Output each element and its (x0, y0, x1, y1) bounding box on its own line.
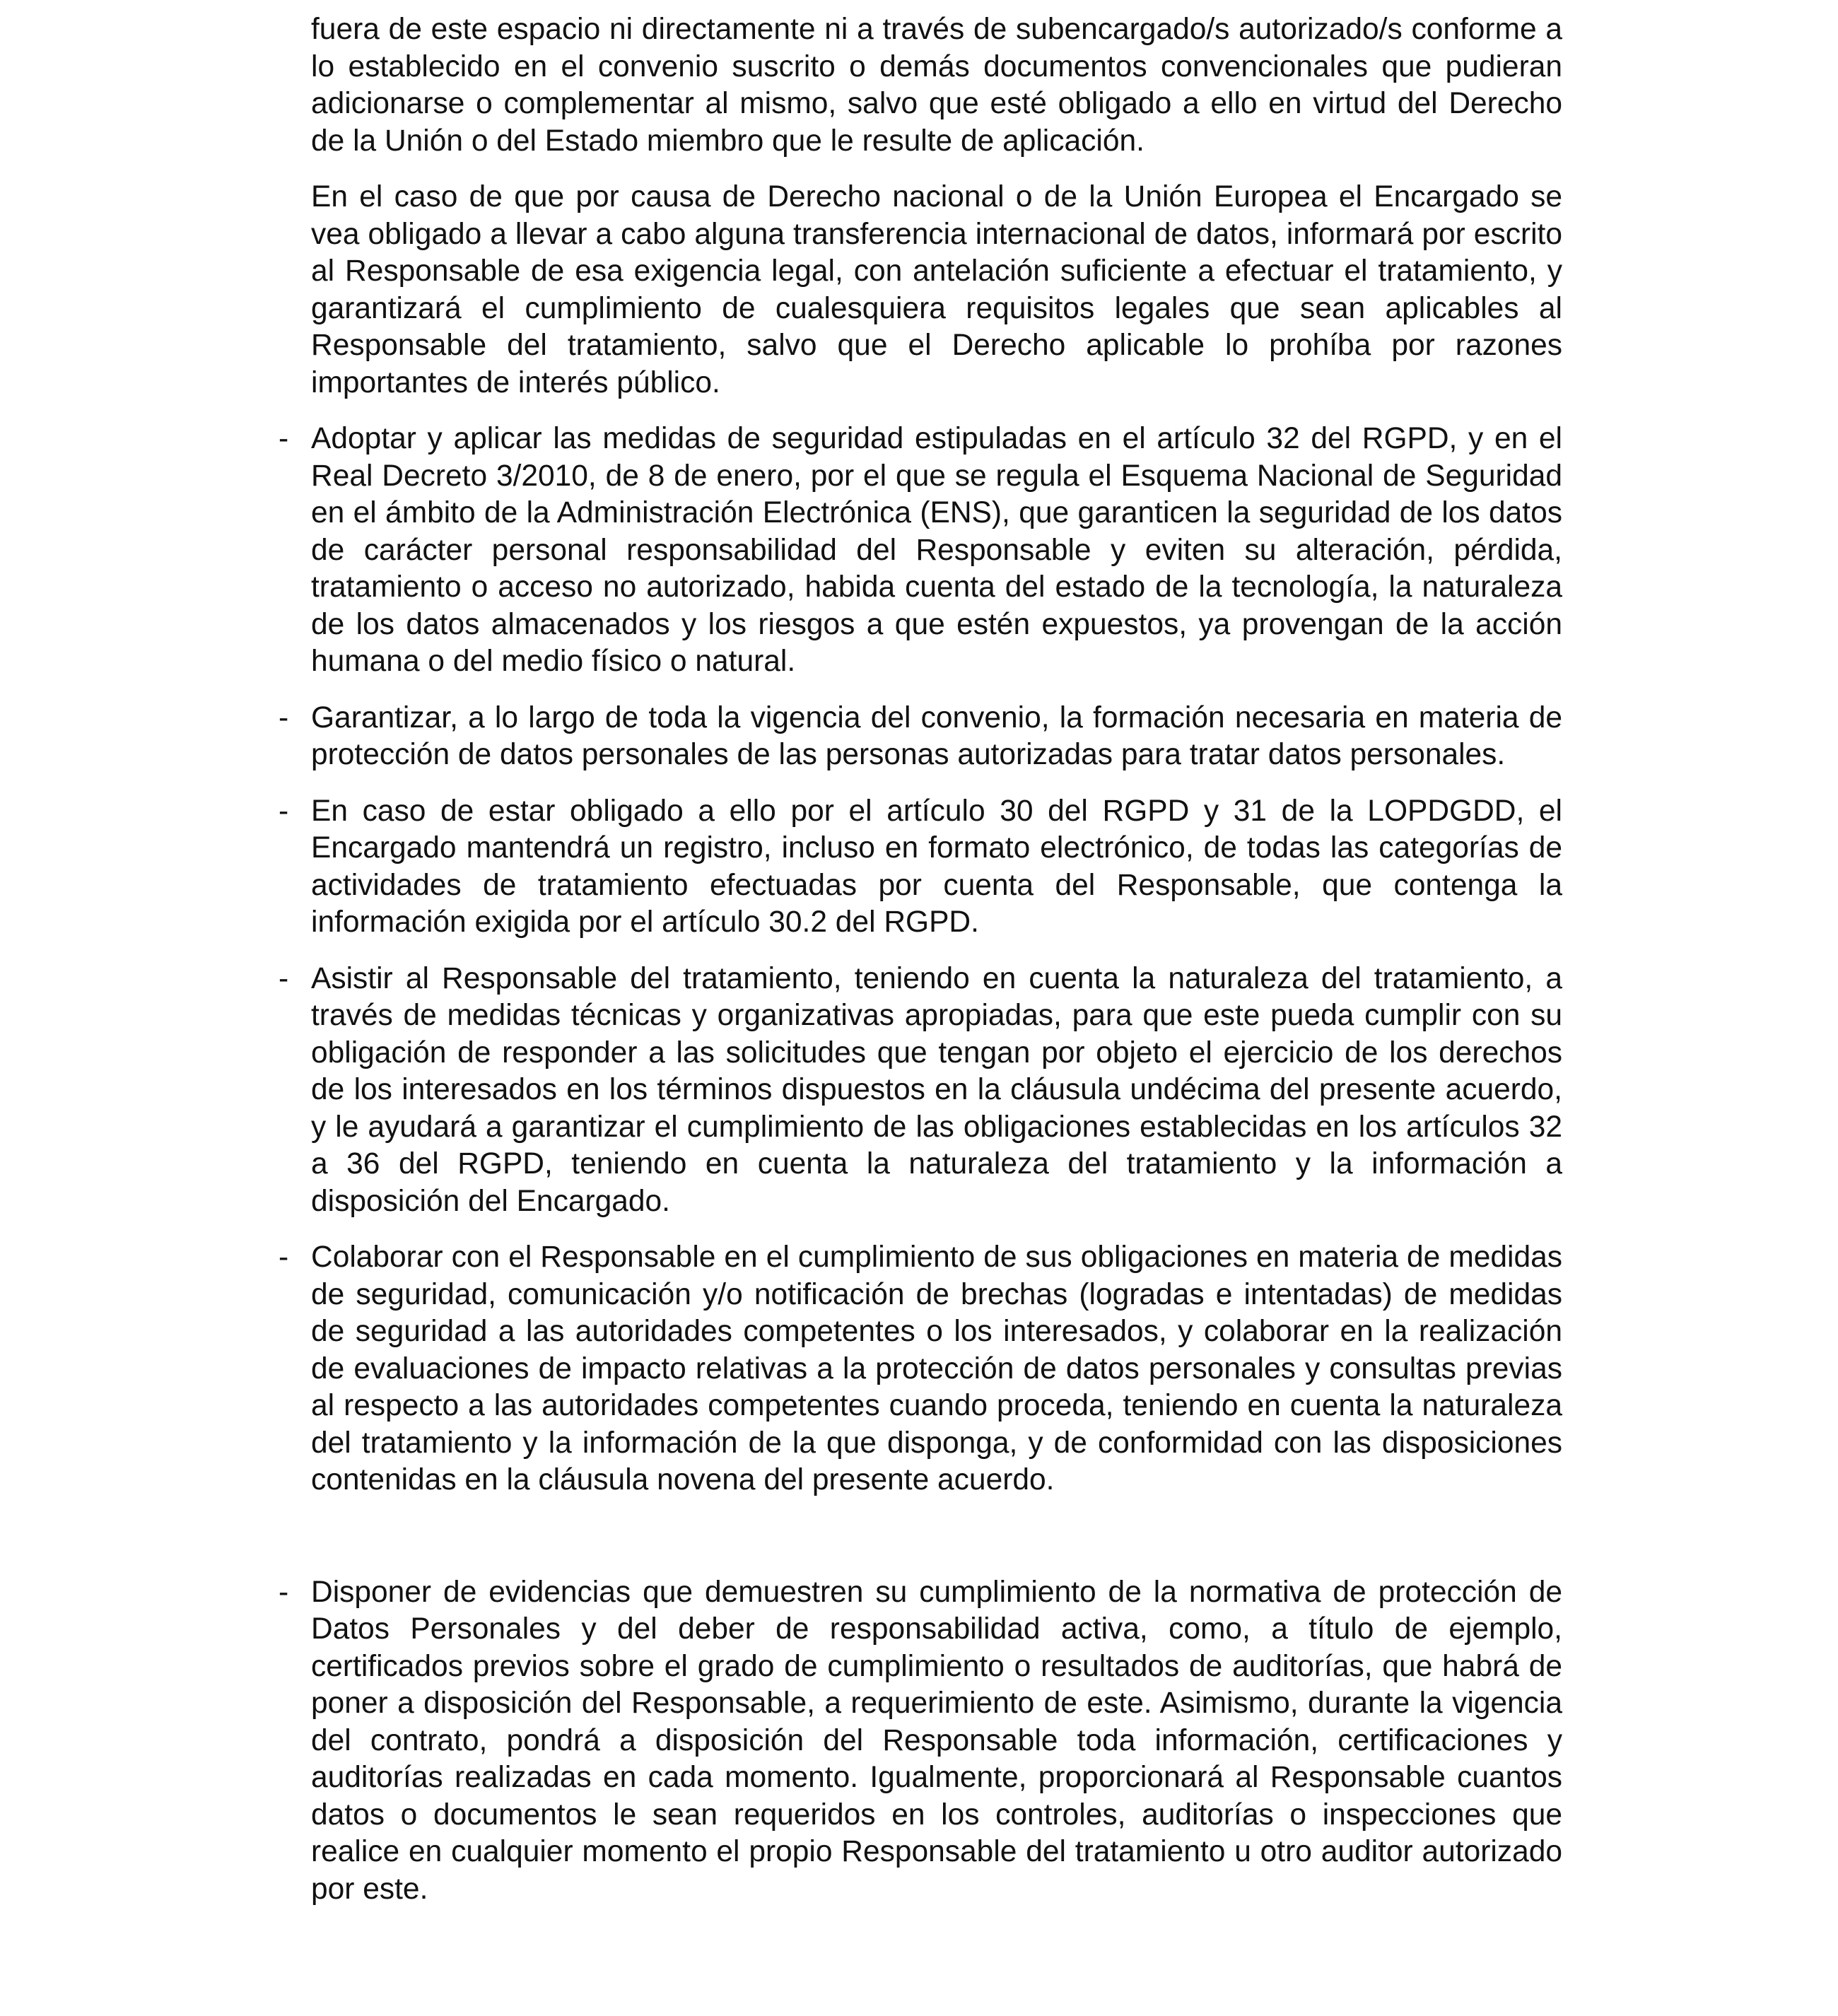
document-body (279, 11, 1562, 1927)
list-item (279, 700, 1562, 774)
list-dash: - (279, 961, 289, 995)
list-item-text: Colaborar con el Responsable en el cumplimiento de sus obligaciones en materia de medidas de seguridad, comunicación y/o notificación de brechas (logradas e intentadas) de medidas de seguridad a las autoridades competentes o los interesados, y colaborar en la realización de evaluaciones de impacto relativas a la protección de datos personales y consultas previas al respecto a las autoridades competentes cuando proceda, teniendo en cuenta la naturaleza del tratamiento y la información de la que disponga, y de conformidad con las disposiciones contenidas en la cláusula novena del presente acuerdo. (311, 1241, 1562, 1496)
list-item-text: Asistir al Responsable del tratamiento, teniendo en cuenta la naturaleza del tratamiento, a través de medidas técnicas y organizativas apropiadas, para que este pueda cumplir con su obligación de responder a las solicitudes que tengan por objeto el ejercicio de los derechos de los interesados en los términos dispuestos en la cláusula undécima del presente acuerdo, y le ayudará a garantizar el cumplimiento de las obligaciones establecidas en los artículos 32 a 36 del RGPD, teniendo en cuenta la naturaleza del tratamiento y la información a disposición del Encargado. (311, 961, 1562, 1218)
list-item-text: En caso de estar obligado a ello por el artículo 30 del RGPD y 31 de la LOPDGDD, el Encargado mantendrá un registro, incluso en formato electrónico, de todas las categorías de actividades de tratamiento efectuadas por cuenta del Responsable, que contenga la información exigida por el artículo 30.2 del RGPD. (311, 794, 1562, 939)
list-dash: - (279, 1241, 289, 1274)
list-item (279, 793, 1562, 942)
list-item (279, 421, 1562, 681)
list-dash: - (279, 794, 289, 828)
list-item-text: Disponer de evidencias que demuestren su cumplimiento de la normativa de protección de Datos Personales y del deber de responsabilidad activa, como, a título de ejemplo, certificados previos sobre el grado de cumplimiento o resultados de auditorías, que habrá de poner a disposición del Responsable, a requerimiento de este. Asimismo, durante la vigencia del contrato, pondrá a disposición del Responsable toda información, certificaciones y auditorías realizadas en cada momento. Igualmente, proporcionará al Responsable cuantos datos o documentos le sean requeridos en los controles, auditorías o inspecciones que realice en cualquier momento el propio Responsable del tratamiento u otro auditor autorizado por este. (311, 1575, 1562, 1906)
paragraph-continuation: fuera de este espacio ni directamente ni a través de subencargado/s autorizado/s conforme a lo establecido en el convenio suscrito o demás documentos convencionales que pudieran adicionarse o complementar al mismo, salvo que esté obligado a ello en virtud del Derecho de la Unión o del Estado miembro que le resulte de aplicación. (311, 13, 1562, 158)
list-dash: - (279, 701, 289, 734)
list-item-text: Garantizar, a lo largo de toda la vigencia del convenio, la formación necesaria en materia de protección de datos personales de las personas autorizadas para tratar datos personales. (311, 701, 1562, 771)
list-item (279, 1239, 1562, 1499)
paragraph-international-transfer: En el caso de que por causa de Derecho nacional o de la Unión Europea el Encargado se vea obligado a llevar a cabo alguna transferencia internacional de datos, informará por escrito al Responsable de esa exigencia legal, con antelación suficiente a efectuar el tratamiento, y garantizará el cumplimiento de cualesquiera requisitos legales que sean aplicables al Responsable del tratamiento, salvo que el Derecho aplicable lo prohíba por razones importantes de interés público. (311, 180, 1562, 399)
list-dash: - (279, 422, 289, 455)
list-item (279, 1574, 1562, 1909)
list-item-text: Adoptar y aplicar las medidas de seguridad estipuladas en el artículo 32 del RGPD, y en el Real Decreto 3/2010, de 8 de enero, por el que se regula el Esquema Nacional de Seguridad en el ámbito de la Administración Electrónica (ENS), que garanticen la seguridad de los datos de carácter personal responsabilidad del Responsable y eviten su alteración, pérdida, tratamiento o acceso no autorizado, habida cuenta del estado de la tecnología, la naturaleza de los datos almacenados y los riesgos a que estén expuestos, ya provengan de la acción humana o del medio físico o natural. (311, 422, 1562, 678)
list-dash: - (279, 1575, 289, 1609)
list-item (279, 961, 1562, 1221)
